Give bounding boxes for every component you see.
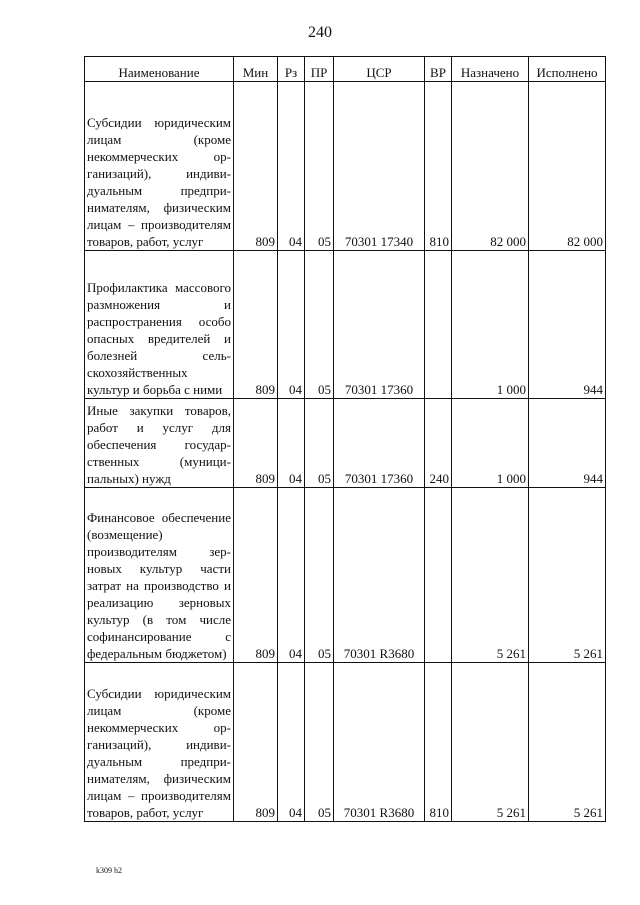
header-pr: ПР: [305, 57, 334, 82]
table-row: [85, 251, 606, 399]
row-vr: 240: [425, 399, 452, 488]
header-rz: Рз: [278, 57, 305, 82]
row-min: 809: [234, 663, 278, 822]
row-min: 809: [234, 488, 278, 663]
row-csr: 70301 R3680: [334, 663, 425, 822]
row-csr: 70301 17360: [334, 399, 425, 488]
budget-table: [84, 56, 606, 822]
row-name: Субсидии юридическим лицам (кроме некоммерческих организаций), индивидуальным предпринимателям, физическим лицам – производителям товаров, работ, услуг: [85, 663, 234, 822]
row-vr: 810: [425, 663, 452, 822]
row-executed: 944: [529, 399, 606, 488]
row-csr: 70301 17360: [334, 251, 425, 399]
row-pr: 05: [305, 663, 334, 822]
row-executed: 82 000: [529, 82, 606, 251]
header-csr: ЦСР: [334, 57, 425, 82]
page-number: 240: [308, 24, 332, 41]
row-name: Профилактика массового размножения и распространения особо опасных вредителей и болезней сельскохозяйственных культур и борьба с ними: [85, 251, 234, 399]
row-executed: 5 261: [529, 663, 606, 822]
row-min: 809: [234, 82, 278, 251]
row-rz: 04: [278, 251, 305, 399]
row-assigned: 82 000: [452, 82, 529, 251]
row-executed: 944: [529, 251, 606, 399]
row-name: Субсидии юридическим лицам (кроме некоммерческих организаций), индивидуальным предпринимателям, физическим лицам – производителям товаров, работ, услуг: [85, 82, 234, 251]
row-vr: [425, 251, 452, 399]
row-pr: 05: [305, 399, 334, 488]
row-assigned: 5 261: [452, 663, 529, 822]
row-rz: 04: [278, 663, 305, 822]
header-name: Наименование: [85, 57, 234, 82]
row-vr: [425, 488, 452, 663]
table-row: [85, 488, 606, 663]
header-min: Мин: [234, 57, 278, 82]
row-rz: 04: [278, 399, 305, 488]
row-rz: 04: [278, 488, 305, 663]
header-assigned: Назначено: [452, 57, 529, 82]
table-header-row: [85, 57, 606, 82]
table-row: [85, 399, 606, 488]
row-min: 809: [234, 251, 278, 399]
row-assigned: 5 261: [452, 488, 529, 663]
row-rz: 04: [278, 82, 305, 251]
row-pr: 05: [305, 488, 334, 663]
header-vr: ВР: [425, 57, 452, 82]
row-name: Иные закупки товаров, работ и услуг для обеспечения государственных (муниципальных) нужд: [85, 399, 234, 488]
row-min: 809: [234, 399, 278, 488]
row-vr: 810: [425, 82, 452, 251]
row-pr: 05: [305, 251, 334, 399]
table-row: [85, 82, 606, 251]
row-assigned: 1 000: [452, 251, 529, 399]
row-csr: 70301 R3680: [334, 488, 425, 663]
row-name: Финансовое обеспечение (возмещение) производителям зерновых культур части затрат на производство и реализацию зерновых культур (в том числе софинансирование с федеральным бюджетом): [85, 488, 234, 663]
footer-code: k309 h2: [96, 866, 122, 875]
header-executed: Исполнено: [529, 57, 606, 82]
row-executed: 5 261: [529, 488, 606, 663]
row-assigned: 1 000: [452, 399, 529, 488]
row-csr: 70301 17340: [334, 82, 425, 251]
row-pr: 05: [305, 82, 334, 251]
table-row: [85, 663, 606, 822]
